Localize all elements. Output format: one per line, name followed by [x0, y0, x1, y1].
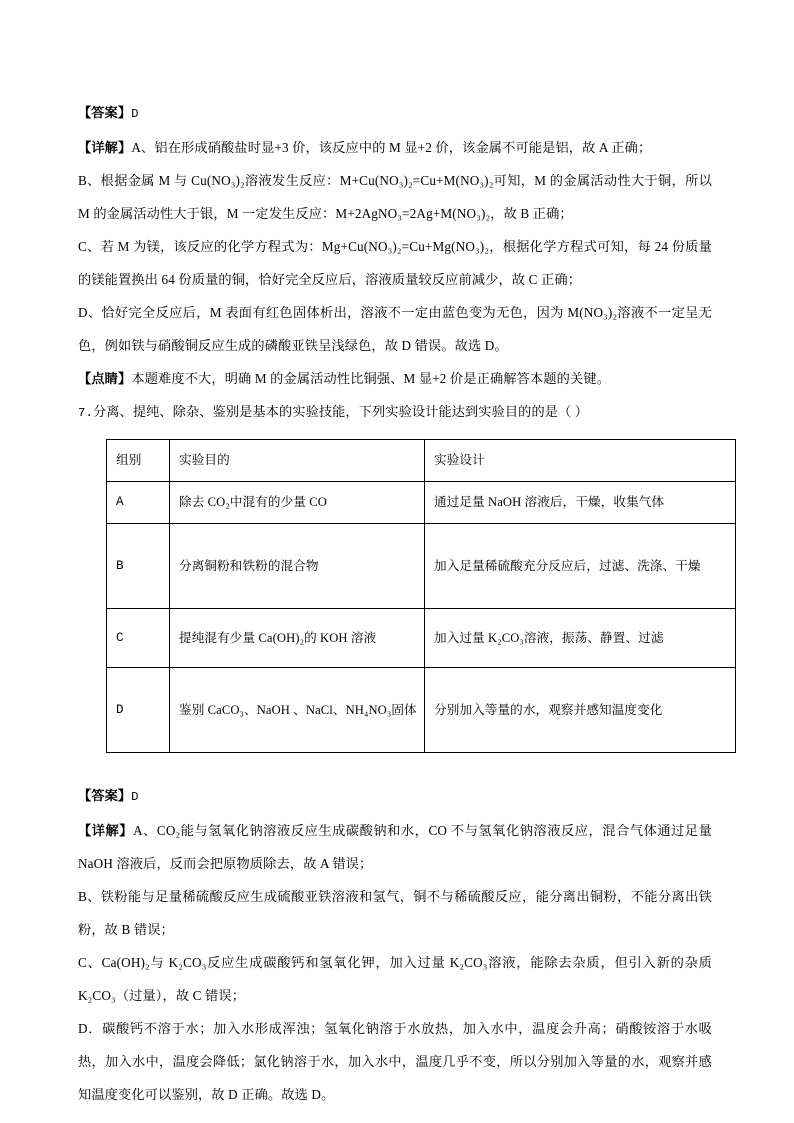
row-group-d: D [107, 668, 170, 753]
row-purpose-a: 除去 CO₂中混有的少量 CO [170, 482, 425, 524]
insight-paragraph [78, 362, 712, 395]
detail-text-c-2: C、Ca(OH)₂与 K₂CO₃反应生成碳酸钙和氢氧化钾，加入过量 K₂CO₃溶液，能除去杂质，但引入新的杂质 K₂CO₃（过量），故 C 错误； [78, 955, 712, 1003]
document-body [78, 96, 712, 1111]
answer-label-1: 【答案】 [78, 105, 132, 120]
table-row [107, 668, 736, 753]
detail-paragraph-d-1 [78, 296, 712, 362]
detail-paragraph-b-2 [78, 880, 712, 946]
detail-paragraph-c-2 [78, 946, 712, 1012]
question-7-number: 7. [78, 406, 93, 420]
insight-text: 本题难度不大，明确 M 的金属活动性比铜强、M 显+2 价是正确解答本题的关键。 [131, 371, 611, 386]
detail-text-a-2: A、CO₂能与氢氧化钠溶液反应生成碳酸钠和水，CO 不与氢氧化钠溶液反应，混合气体通过足量 NaOH 溶液后，反而会把原物质除去，故 A 错误； [78, 823, 712, 871]
detail-text-d-2: D．碳酸钙不溶于水；加入水形成浑浊；氢氧化钠溶于水放热，加入水中，温度会升高；硝酸铵溶于水吸热，加入水中，温度会降低；氯化钠溶于水，加入水中，温度几乎不变，所以分别加入等量的水，观察并感知温度变化可以鉴别，故 D 正确。故选 D。 [78, 1021, 712, 1102]
header-cell-design: 实验设计 [425, 440, 736, 482]
table-header-row [107, 440, 736, 482]
answer-value-2: D [131, 790, 139, 804]
detail-paragraph-c-1 [78, 230, 712, 296]
row-design-c: 加入过量 K₂CO₃溶液，振荡、静置、过滤 [425, 609, 736, 668]
question-7-line [78, 395, 712, 430]
row-purpose-d: 鉴别 CaCO₃、NaOH 、NaCl、NH₄NO₃固体 [170, 668, 425, 753]
detail-paragraph-b-1 [78, 164, 712, 230]
row-design-d: 分别加入等量的水，观察并感知温度变化 [425, 668, 736, 753]
row-group-a: A [107, 482, 170, 524]
detail-text-d-1: D、恰好完全反应后，M 表面有红色固体析出，溶液不一定由蓝色变为无色，因为 M(NO₃)₂溶液不一定呈无色，例如铁与硝酸铜反应生成的磷酸亚铁呈浅绿色，故 D 错误。故选 D。 [78, 305, 712, 353]
question-7-text: 分离、提纯、除杂、鉴别是基本的实验技能，下列实验设计能达到实验目的的是（ ） [92, 404, 588, 419]
row-purpose-b: 分离铜粉和铁粉的混合物 [170, 524, 425, 609]
row-design-a: 通过足量 NaOH 溶液后，干燥，收集气体 [425, 482, 736, 524]
detail-label-1: 【详解】 [78, 140, 132, 155]
table-bottom-spacer [78, 753, 712, 779]
table-row [107, 482, 736, 524]
detail-paragraph-a-2 [78, 814, 712, 880]
detail-label-2: 【详解】 [78, 823, 134, 838]
detail-paragraph-a-1 [78, 131, 712, 164]
experiment-design-table [106, 439, 736, 753]
answer-value-1: D [131, 107, 139, 121]
row-group-b: B [107, 524, 170, 609]
row-group-c: C [107, 609, 170, 668]
answer-label-2: 【答案】 [78, 788, 132, 803]
detail-text-b-2: B、铁粉能与足量稀硫酸反应生成硫酸亚铁溶液和氢气，铜不与稀硫酸反应，能分离出铜粉，不能分离出铁粉，故 B 错误； [78, 889, 712, 937]
detail-paragraph-d-2 [78, 1012, 712, 1111]
insight-label: 【点睛】 [78, 371, 132, 386]
header-cell-group: 组别 [107, 440, 170, 482]
answer-line-2 [78, 779, 712, 814]
row-design-b: 加入足量稀硫酸充分反应后，过滤、洗涤、干燥 [425, 524, 736, 609]
table-row [107, 609, 736, 668]
detail-text-b-1: B、根据金属 M 与 Cu(NO₃)₂溶液发生反应：M+Cu(NO₃)₂=Cu+M(NO₃)₂可知，M 的金属活动性大于铜，所以 M 的金属活动性大于银，M 一定发生反应：M+2AgNO₃=2Ag+M(NO₃)₂，故 B 正确； [78, 173, 712, 221]
answer-line-1 [78, 96, 712, 131]
detail-text-c-1: C、若 M 为镁，该反应的化学方程式为：Mg+Cu(NO₃)₂=Cu+Mg(NO₃)₂，根据化学方程式可知，每 24 份质量的镁能置换出 64 份质量的铜，恰好完全反应后，溶液质量较反应前减少，故 C 正确； [78, 239, 712, 287]
header-cell-purpose: 实验目的 [170, 440, 425, 482]
detail-text-a-1: A、铝在形成硝酸盐时显+3 价，该反应中的 M 显+2 价，该金属不可能是铝，故 A 正确； [131, 140, 652, 155]
table-row [107, 524, 736, 609]
row-purpose-c: 提纯混有少量 Ca(OH)₂的 KOH 溶液 [170, 609, 425, 668]
